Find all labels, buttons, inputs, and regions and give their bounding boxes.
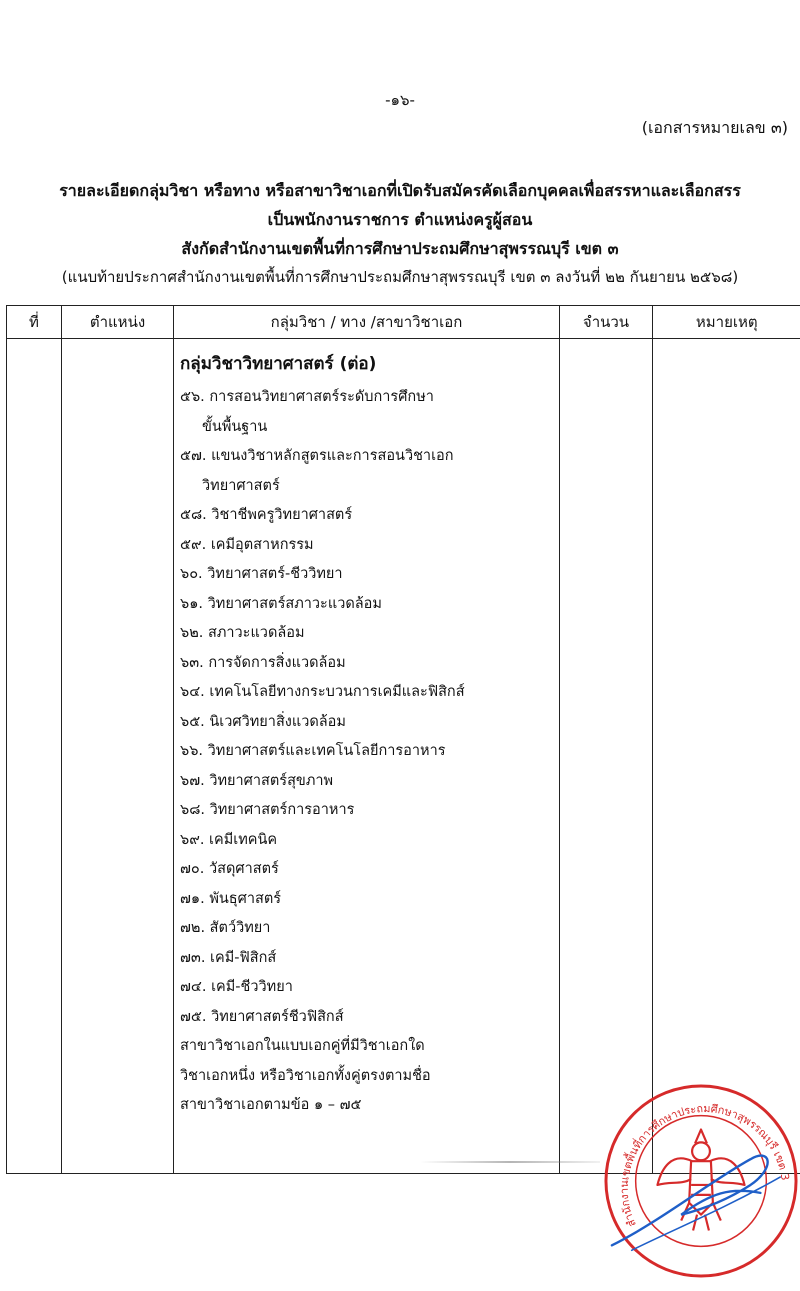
list-item: สาขาวิชาเอกในแบบเอกคู่ที่มีวิชาเอกใด: [180, 1038, 425, 1054]
list-item: ๗๑. พันธุศาสตร์: [180, 890, 282, 907]
header-position: ตำแหน่ง: [62, 306, 174, 339]
title-line-4: (แนบท้ายประกาศสำนักงานเขตพื้นที่การศึกษาประถมศึกษาสุพรรณบุรี เขต ๓ ลงวันที่ ๒๒ กันยายน ๒๕๖๘): [61, 268, 739, 286]
list-item: ๕๗. แขนงวิชาหลักสูตรและการสอนวิชาเอก: [180, 448, 454, 464]
title-line-1: รายละเอียดกลุ่มวิชา หรือทาง หรือสาขาวิชาเอกที่เปิดรับสมัครคัดเลือกบุคคลเพื่อสรรหาและเลือกสรร: [59, 181, 741, 200]
table-row: [7, 339, 800, 1174]
quantity-cell: [560, 339, 653, 1174]
table-header-row: [7, 306, 800, 339]
title-line-3: สังกัดสำนักงานเขตพื้นที่การศึกษาประถมศึกษาสุพรรณบุรี เขต ๓: [181, 239, 619, 258]
list-item: ๗๐. วัสดุศาสตร์: [180, 861, 279, 877]
page-number: -๑๖-: [385, 91, 415, 109]
scan-smudge: [420, 1161, 600, 1163]
remarks-cell: [653, 339, 800, 1174]
group-heading: กลุ่มวิชาวิทยาศาสตร์ (ต่อ): [180, 354, 377, 374]
number-cell: [7, 339, 62, 1174]
list-item: ๖๙. เคมีเทคนิค: [180, 831, 278, 848]
list-item: ๖๒. สภาวะแวดล้อม: [180, 625, 305, 641]
list-item: ๕๖. การสอนวิทยาศาสตร์ระดับการศึกษา: [180, 389, 434, 405]
list-item: ๖๑. วิทยาศาสตร์สภาวะแวดล้อม: [180, 595, 382, 612]
header-quantity: จำนวน: [560, 306, 653, 339]
list-item: ๖๘. วิทยาศาสตร์การอาหาร: [180, 802, 355, 818]
document-reference: (เอกสารหมายเลข ๓): [641, 118, 788, 137]
list-item: ๖๐. วิทยาศาสตร์-ชีววิทยา: [180, 566, 343, 582]
official-seal: [602, 1082, 800, 1280]
document-heading: [0, 176, 800, 292]
list-item: ๕๘. วิชาชีพครูวิทยาศาสตร์: [180, 507, 353, 523]
list-item: ๖๔. เทคโนโลยีทางกระบวนการเคมีและฟิสิกส์: [180, 684, 465, 700]
subject-cell: [174, 339, 560, 1174]
list-item: ขั้นพื้นฐาน: [202, 418, 268, 435]
header-subject-group: กลุ่มวิชา / ทาง /สาขาวิชาเอก: [174, 306, 560, 339]
header-number: ที่: [7, 306, 62, 339]
list-item: ๗๒. สัตว์วิทยา: [180, 920, 271, 936]
list-item: วิชาเอกหนึ่ง หรือวิชาเอกทั้งคู่ตรงตามชื่อ: [180, 1067, 431, 1084]
position-cell: [62, 339, 174, 1174]
list-item: ๗๕. วิทยาศาสตร์ชีวฟิสิกส์: [180, 1008, 344, 1025]
list-item: ๖๕. นิเวศวิทยาสิ่งแวดล้อม: [180, 713, 346, 730]
seal-inner-ring: [636, 1116, 767, 1247]
garuda-emblem: [657, 1130, 744, 1231]
subject-table: [6, 305, 800, 1174]
header-remarks: หมายเหตุ: [653, 306, 800, 339]
list-item: ๕๙. เคมีอุตสาหกรรม: [180, 536, 314, 553]
title-line-2: เป็นพนักงานราชการ ตำแหน่งครูผู้สอน: [267, 210, 533, 229]
list-item: ๖๗. วิทยาศาสตร์สุขภาพ: [180, 772, 334, 789]
list-item: ๗๔. เคมี-ชีววิทยา: [180, 979, 293, 995]
list-item: ๗๓. เคมี-ฟิสิกส์: [180, 949, 277, 966]
list-item: วิทยาศาสตร์: [202, 477, 280, 494]
list-item: ๖๓. การจัดการสิ่งแวดล้อม: [180, 654, 346, 671]
list-item: ๖๖. วิทยาศาสตร์และเทคโนโลยีการอาหาร: [180, 743, 446, 759]
seal-text: สำนักงานเขตพื้นที่การศึกษาประถมศึกษาสุพรรณบุรี เขต 3: [617, 1102, 792, 1229]
list-item: สาขาวิชาเอกตามข้อ ๑ – ๗๕: [180, 1097, 362, 1113]
